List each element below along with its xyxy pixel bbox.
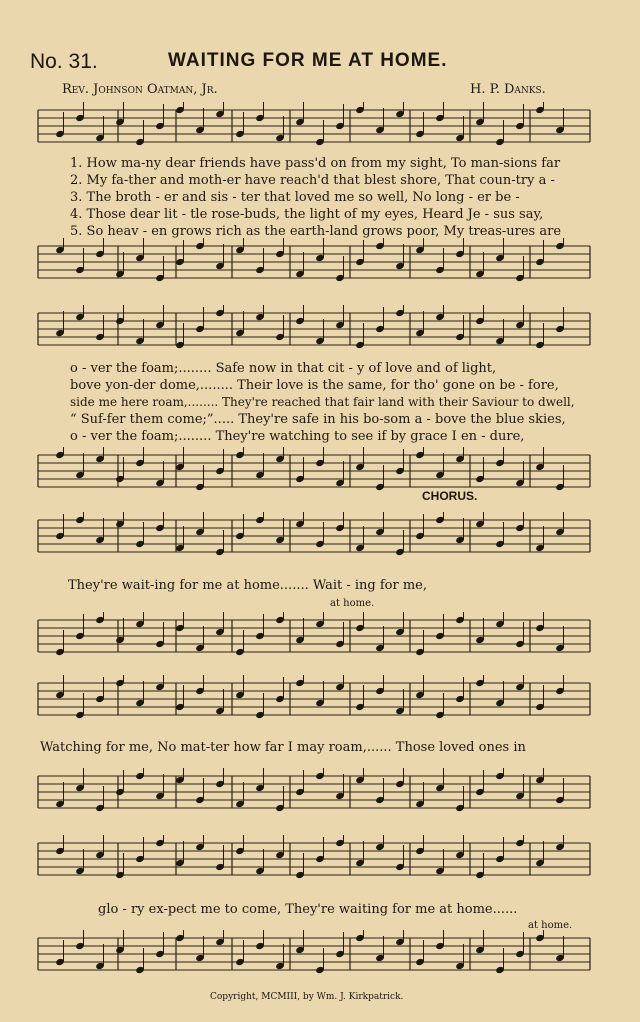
treble-staff-system-2 bbox=[0, 305, 640, 355]
chorus-lyric-line-3: glo - ry ex-pect me to come, They're waiting for me at home...... bbox=[98, 902, 518, 917]
composer-credit: H. P. Danks. bbox=[470, 82, 546, 97]
chorus-label: CHORUS. bbox=[422, 489, 478, 503]
bass-staff-system-3 bbox=[0, 612, 640, 662]
hymn-title: WAITING FOR ME AT HOME. bbox=[168, 50, 448, 71]
chorus-lyric-line-2: Watching for me, No mat-ter how far I may roam,...... Those loved ones in bbox=[40, 740, 526, 755]
verse-line-4: 4. Those dear lit - tle rose-buds, the light of my eyes, Heard Je - sus say, bbox=[70, 207, 544, 222]
chorus-cue-1: at home. bbox=[330, 598, 375, 609]
treble-staff-system-4 bbox=[0, 675, 640, 725]
verse-line-1: 1. How ma-ny dear friends have pass'd on from my sight, To man-sions far bbox=[70, 156, 561, 171]
bass-staff-system-4 bbox=[0, 768, 640, 818]
verse-continuation-1: o - ver the foam;........ Safe now in that cit - y of love and of light, bbox=[70, 361, 497, 376]
bass-staff-system-2 bbox=[0, 447, 640, 497]
verse-line-5: 5. So heav - en grows rich as the earth-land grows poor, My treas-ures are bbox=[70, 224, 562, 239]
bass-staff-system-5 bbox=[0, 930, 640, 980]
verse-line-3: 3. The broth - er and sis - ter that loved me so well, No long - er be - bbox=[70, 190, 520, 205]
author-credit: Rev. Johnson Oatman, Jr. bbox=[62, 82, 218, 97]
verse-continuation-4: “ Suf-fer them come;”..... They're safe in his bo-som a - bove the blue skies, bbox=[70, 412, 566, 427]
chorus-lyric-line-1: They're wait-ing for me at home....... Wait - ing for me, bbox=[68, 578, 427, 593]
hymn-number: No. 31. bbox=[30, 50, 98, 73]
copyright-notice: Copyright, MCMIII, by Wm. J. Kirkpatrick. bbox=[210, 992, 404, 1002]
verse-continuation-2: bove yon-der dome,........ Their love is the same, for tho' gone on be - fore, bbox=[70, 378, 559, 393]
treble-staff-system-1 bbox=[0, 102, 640, 152]
chorus-cue-2: at home. bbox=[528, 920, 573, 931]
bass-staff-system-1 bbox=[0, 238, 640, 288]
verse-continuation-5: o - ver the foam;........ They're watching to see if by grace I en - dure, bbox=[70, 429, 525, 444]
verse-line-2: 2. My fa-ther and moth-er have reach'd that blest shore, That coun-try a - bbox=[70, 173, 555, 188]
treble-staff-system-3 bbox=[0, 512, 640, 562]
verse-continuation-3: side me here roam,........ They're reached that fair land with their Saviour to dwell, bbox=[70, 395, 575, 409]
treble-staff-system-5 bbox=[0, 835, 640, 885]
